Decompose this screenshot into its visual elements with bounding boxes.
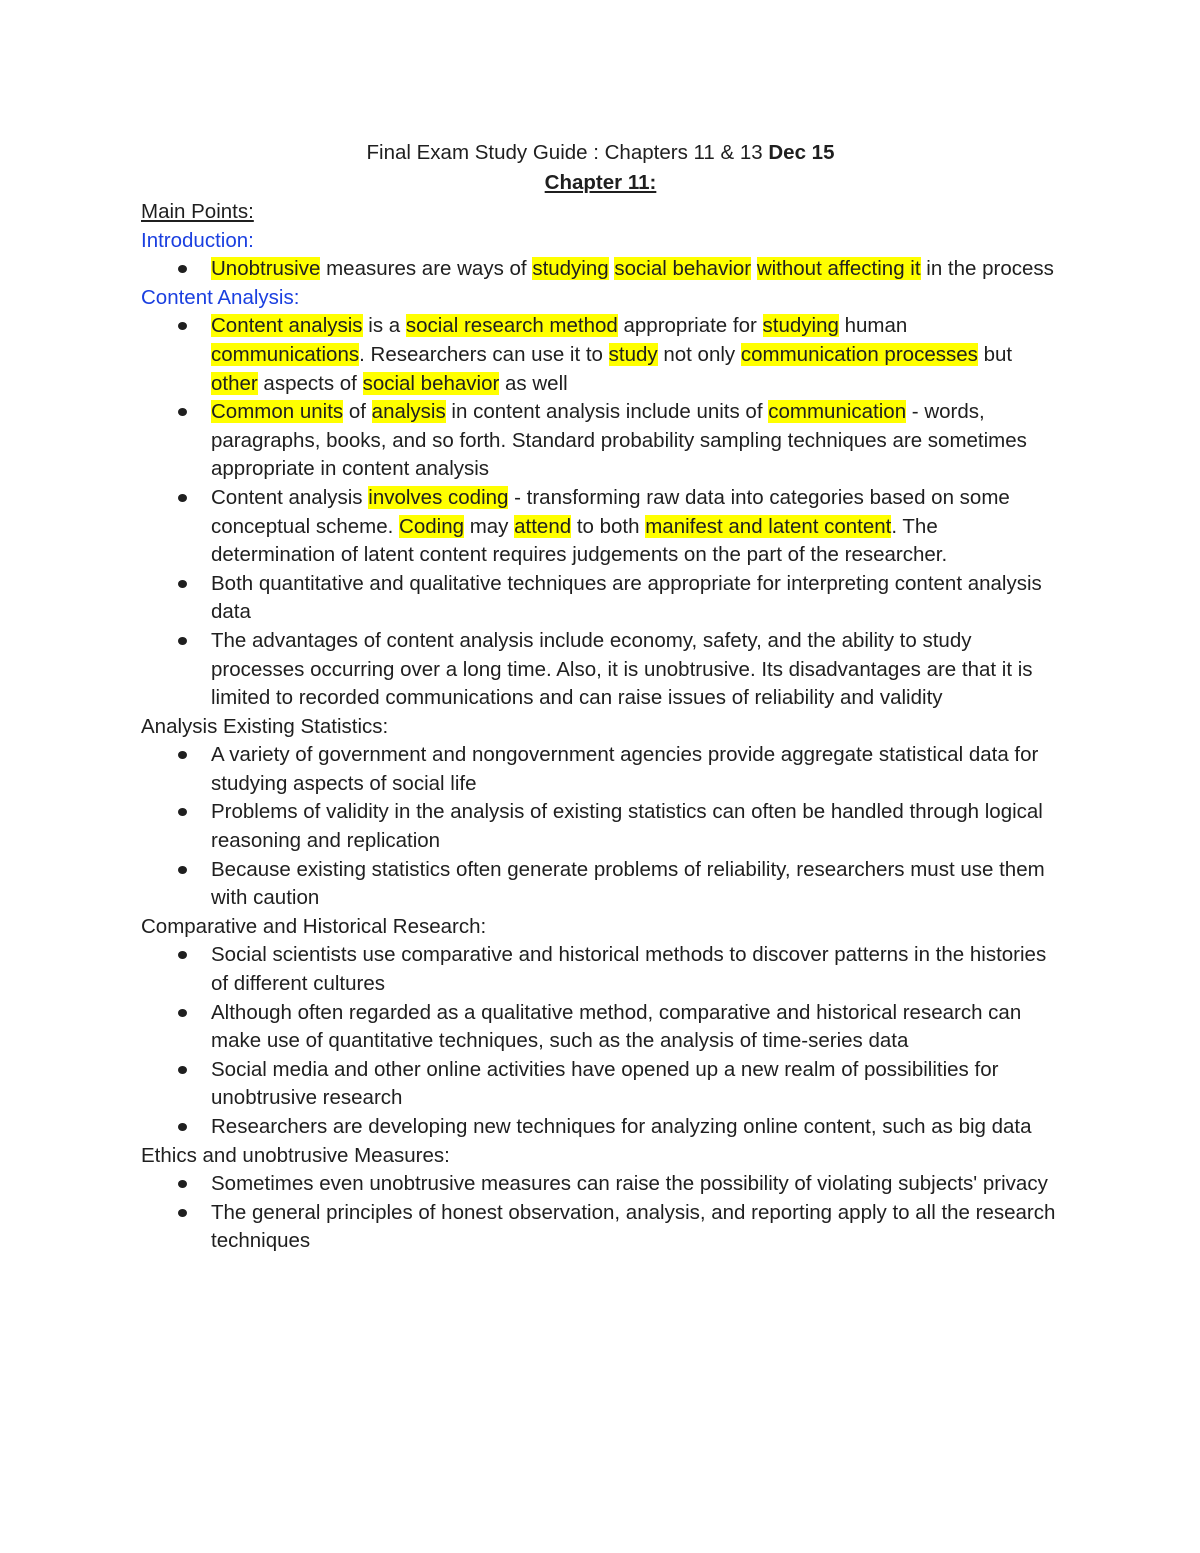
- bullet-dot-icon: [178, 1123, 187, 1131]
- body-text: . The determination of latent content requires judgements on the part of the researcher.: [211, 514, 948, 567]
- body-text: measures are ways of: [320, 257, 533, 281]
- bullet-dot-icon: [178, 637, 187, 645]
- highlighted-text: communications: [211, 342, 360, 366]
- bullet-dot-icon: [178, 951, 187, 959]
- bullet-item: [211, 1056, 1060, 1113]
- bullet-dot-icon: [178, 408, 187, 416]
- highlighted-text: communication: [768, 400, 907, 424]
- highlighted-text: without affecting it: [756, 257, 921, 281]
- body-text: in content analysis include units of: [445, 400, 769, 424]
- highlighted-text: social behavior: [362, 371, 500, 395]
- highlighted-text: studying: [532, 257, 609, 281]
- sections-container: [141, 227, 1060, 1256]
- body-text: as well: [499, 371, 568, 395]
- highlighted-text: social behavior: [614, 257, 752, 281]
- title-date: Dec 15: [768, 141, 835, 164]
- body-text: Researchers are developing new techniques for analyzing online content, such as big data: [211, 1115, 1032, 1138]
- body-text: is a: [362, 314, 406, 338]
- bullet-dot-icon: [178, 808, 187, 816]
- body-text: not only: [657, 342, 741, 366]
- body-text: Problems of validity in the analysis of existing statistics can often be handled through logical reasoning and replication: [211, 800, 1043, 853]
- body-text: in the process: [920, 257, 1054, 281]
- body-text: aspects of: [257, 371, 363, 395]
- body-text: Although often regarded as a qualitative method, comparative and historical research can make use of quantitative techniques, such as the analysis of time-series data: [211, 1000, 1022, 1053]
- highlighted-text: study: [608, 342, 658, 366]
- body-text: - words, paragraphs, books, and so forth. Standard probability sampling techniques are sometimes appropriate in content analysis: [211, 400, 1027, 481]
- body-text: The advantages of content analysis include economy, safety, and the ability to study processes occurring over a long time. Also, it is unobtrusive. Its disadvantages are that it is limited to recorded communications and can raise issues of reliability and validity: [211, 628, 1033, 710]
- bullet-item: [211, 570, 1060, 627]
- section-heading: Introduction:: [141, 228, 254, 252]
- highlighted-text: Common units: [211, 400, 344, 424]
- bullet-item: [211, 1113, 1060, 1142]
- highlighted-text: attend: [514, 514, 572, 538]
- body-text: Social scientists use comparative and historical methods to discover patterns in the histories of different cultures: [211, 943, 1047, 996]
- bullet-dot-icon: [178, 1066, 187, 1074]
- section-heading: Ethics and unobtrusive Measures:: [141, 1143, 450, 1167]
- body-text: but: [977, 342, 1013, 366]
- section-heading: Content Analysis:: [141, 285, 300, 309]
- body-text: of: [343, 400, 372, 424]
- body-text: The general principles of honest observation, analysis, and reporting apply to all the research techniques: [211, 1200, 1056, 1253]
- bullet-list: [141, 741, 1060, 913]
- body-text: human: [838, 314, 908, 338]
- bullet-list: [141, 1170, 1060, 1256]
- bullet-item: [211, 255, 1060, 284]
- bullet-list: [141, 941, 1060, 1141]
- body-text: appropriate for: [617, 314, 763, 338]
- bullet-list: [141, 312, 1060, 712]
- body-text: [751, 257, 757, 280]
- bullet-item: [211, 398, 1060, 484]
- section-heading: Analysis Existing Statistics:: [141, 714, 389, 738]
- body-text: Because existing statistics often generate problems of reliability, researchers must use them with caution: [211, 857, 1045, 910]
- section-heading: Comparative and Historical Research:: [141, 914, 487, 938]
- body-text: Sometimes even unobtrusive measures can raise the possibility of violating subjects' privacy: [211, 1172, 1048, 1196]
- body-text: Both quantitative and qualitative techniques are appropriate for interpreting content analysis data: [211, 571, 1042, 624]
- bullet-item: [211, 798, 1060, 855]
- bullet-dot-icon: [178, 494, 187, 502]
- bullet-item: [211, 312, 1060, 398]
- bullet-item: [211, 741, 1060, 798]
- bullet-dot-icon: [178, 265, 187, 273]
- highlighted-text: other: [211, 371, 258, 395]
- highlighted-text: analysis: [371, 400, 446, 424]
- bullet-dot-icon: [178, 1009, 187, 1017]
- highlighted-text: manifest and latent content: [645, 514, 892, 538]
- bullet-item: [211, 856, 1060, 913]
- body-text: A variety of government and nongovernment agencies provide aggregate statistical data for studying aspects of social life: [211, 743, 1039, 795]
- body-text: . Researchers can use it to: [359, 342, 609, 366]
- chapter-heading: Chapter 11:: [544, 171, 657, 194]
- bullet-list: [141, 255, 1060, 284]
- highlighted-text: studying: [762, 314, 839, 338]
- bullet-dot-icon: [178, 751, 187, 759]
- bullet-dot-icon: [178, 322, 187, 330]
- bullet-item: [211, 1199, 1060, 1256]
- bullet-item: [211, 999, 1060, 1056]
- highlighted-text: Coding: [399, 514, 464, 538]
- bullet-item: [211, 627, 1060, 713]
- bullet-dot-icon: [178, 1209, 187, 1217]
- bullet-item: [211, 1170, 1060, 1199]
- body-text: Social media and other online activities have opened up a new realm of possibilities for unobtrusive research: [211, 1057, 999, 1110]
- main-points-label: Main Points:: [141, 200, 254, 223]
- body-text: to both: [571, 514, 646, 538]
- bullet-dot-icon: [178, 1180, 187, 1188]
- highlighted-text: communication processes: [740, 342, 978, 366]
- body-text: - transforming raw data into categories based on some conceptual scheme.: [211, 485, 1010, 538]
- highlighted-text: Content analysis: [211, 314, 363, 338]
- bullet-item: [211, 941, 1060, 998]
- body-text: Content analysis: [211, 485, 369, 509]
- bullet-dot-icon: [178, 580, 187, 588]
- bullet-item: [211, 484, 1060, 570]
- highlighted-text: social research method: [405, 314, 618, 338]
- highlighted-text: Unobtrusive: [211, 257, 321, 281]
- highlighted-text: involves coding: [368, 485, 509, 509]
- document-title: [141, 138, 1060, 168]
- bullet-dot-icon: [178, 866, 187, 874]
- body-text: may: [464, 514, 515, 538]
- title-text: Final Exam Study Guide : Chapters 11 & 13: [366, 141, 763, 164]
